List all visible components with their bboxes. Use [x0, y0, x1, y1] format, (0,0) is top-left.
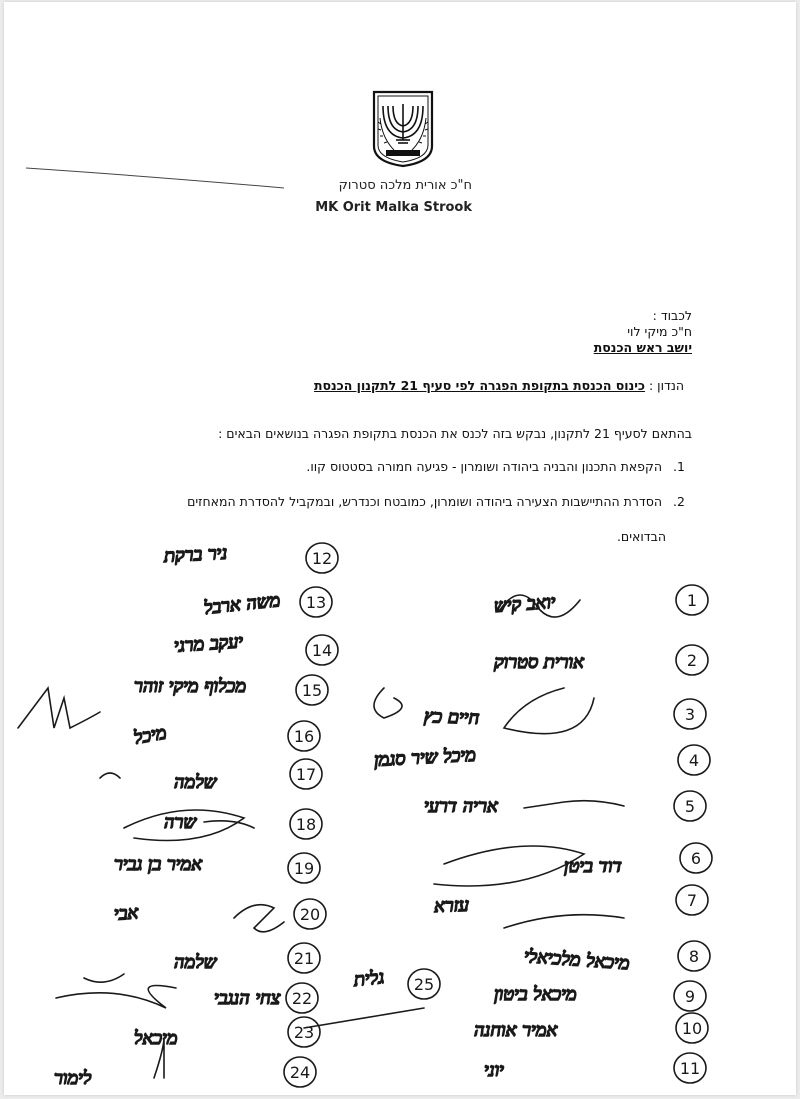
signature-number: [408, 969, 440, 999]
signature-number-label: 4: [688, 751, 700, 770]
signature-number: [674, 699, 706, 729]
list-item-text: הסדרת ההתיישבות הצעירה ביהודה ושומרון, כמובטח וכנדרש, ובמקביל להסדרת המאחזים: [187, 494, 663, 509]
signature-number: [676, 1013, 708, 1043]
signature-scribble: [56, 986, 176, 1009]
list-item-continuation: הבדואים.: [616, 529, 666, 544]
signature-name: שרה: [164, 812, 197, 833]
signature-name: מיכאל מלכיאלי: [523, 946, 631, 975]
signature-name: אבי: [113, 902, 139, 925]
signature-number-label: 17: [295, 765, 317, 784]
signature-number-label: 6: [690, 849, 702, 868]
signature-number-label: 20: [299, 905, 321, 924]
signature-number: [674, 791, 706, 821]
signature-number: [306, 635, 338, 665]
signature-number: [290, 759, 322, 789]
signature-name: מיכל שיר סגמן: [373, 744, 477, 771]
signature-name: שלמה: [174, 952, 217, 973]
signature-number-label: 5: [684, 797, 696, 816]
signature-number: [290, 809, 322, 839]
signature-number: [678, 745, 710, 775]
signature-number: [284, 1057, 316, 1087]
signature-scribble: [524, 801, 624, 808]
signature-scribble: [18, 688, 100, 728]
signature-name: שלמה: [174, 772, 217, 793]
signature-number-label: 19: [293, 859, 315, 878]
menorah-emblem-icon: [366, 88, 440, 168]
signature-name: מיכל: [132, 722, 169, 749]
signature-number-label: 25: [413, 975, 435, 994]
mk-name-hebrew: ח"כ אורית מלכה סטרוק: [338, 178, 472, 193]
signature-name: צחי הנגבי: [214, 988, 281, 1009]
signature-number-label: 16: [293, 727, 315, 746]
signature-numbers: [284, 543, 712, 1087]
addressee-name: ח"כ מיקי לוי: [627, 324, 692, 339]
decorative-line: [26, 166, 284, 192]
signature-number-label: 11: [679, 1059, 701, 1078]
signature-number-label: 8: [688, 947, 700, 966]
signature-scribble: [84, 974, 124, 982]
mk-name-english: MK Orit Malka Strook: [315, 200, 472, 215]
signature-number: [288, 1017, 320, 1047]
signature-scribble: [234, 905, 284, 932]
addressee-salutation: לכבוד :: [652, 308, 692, 323]
signature-number: [676, 585, 708, 615]
signature-name: יעקב מרגי: [173, 631, 244, 657]
handwritten-signatures: [18, 543, 630, 1089]
signature-number: [676, 645, 708, 675]
signature-name: ניר ברקת: [163, 542, 228, 567]
signature-name: אמיר בן גביר: [114, 854, 202, 875]
document-page: [4, 2, 796, 1095]
signature-name: אורית סטרוק: [494, 652, 584, 673]
signature-name: מיכאל ביטון: [494, 984, 577, 1005]
signature-number: [294, 899, 326, 929]
signature-number-label: 13: [305, 593, 327, 612]
signature-name: דוד ביטן: [564, 856, 622, 877]
signature-number: [286, 983, 318, 1013]
signature-number-label: 15: [301, 681, 323, 700]
signature-name: מיכאל: [134, 1028, 178, 1049]
signature-scribble: [304, 1008, 424, 1028]
signature-scribble: [374, 688, 402, 718]
addressee-title: יושב ראש הכנסת: [593, 340, 692, 355]
signature-number: [300, 587, 332, 617]
signature-name: עזרא: [433, 894, 470, 917]
signature-name: גלית: [352, 966, 386, 991]
signature-scribble: [504, 915, 624, 928]
signature-number-label: 18: [295, 815, 317, 834]
signature-scribble: [504, 688, 594, 734]
list-item-text: הקפאת התכנון והבניה ביהודה ושומרון - פגיעה חמורה בסטטוס קוו.: [306, 459, 663, 474]
subject-topic: כינוס הכנסת בתקופת הפגרה לפי סעיף 21 לתקנון הכנסת: [313, 378, 646, 393]
signature-number-label: 24: [289, 1063, 311, 1082]
signature-number: [306, 543, 338, 573]
signature-number: [674, 1053, 706, 1083]
signature-number-label: 10: [681, 1019, 703, 1038]
subject-label: הנדון :: [649, 378, 684, 393]
signature-number: [288, 721, 320, 751]
signature-number-label: 12: [311, 549, 333, 568]
signatures-block: [4, 538, 800, 1099]
signature-number-label: 21: [293, 949, 315, 968]
signature-scribble: [434, 846, 584, 886]
list-item-number: 1.: [673, 459, 685, 474]
signature-number-label: 2: [686, 651, 698, 670]
signature-scribble: [100, 773, 120, 778]
signature-name: יואב קיש: [493, 591, 557, 617]
subject-line: [314, 378, 684, 393]
signature-number: [680, 843, 712, 873]
signature-number-label: 14: [311, 641, 333, 660]
signature-name: אמיר אוחנה: [474, 1020, 558, 1041]
signature-number: [676, 885, 708, 915]
signature-number-label: 9: [684, 987, 696, 1006]
signature-number: [678, 941, 710, 971]
signature-name: אריה דרעי: [424, 796, 498, 817]
signature-name: לימור: [54, 1068, 92, 1089]
signature-number: [674, 981, 706, 1011]
body-intro: בהתאם לסעיף 21 לתקנון, נבקש בזה לכנס את הכנסת בתקופת הפגרה בנושאים הבאים :: [218, 426, 692, 441]
list-item: [92, 450, 692, 484]
list-item-number: 2.: [673, 494, 685, 509]
signature-number: [288, 853, 320, 883]
signature-number: [288, 943, 320, 973]
signature-number-label: 1: [686, 591, 698, 610]
signature-number-label: 22: [291, 989, 313, 1008]
signature-name: מכלוף מיקי זוהר: [134, 676, 247, 697]
signature-number: [296, 675, 328, 705]
signature-name: משה ארבל: [202, 590, 282, 619]
signature-name: יוני: [484, 1060, 504, 1081]
signature-number-label: 7: [686, 891, 698, 910]
signature-name: חיים כץ: [423, 706, 480, 729]
signature-number-label: 23: [293, 1023, 315, 1042]
list-item: [92, 485, 692, 519]
signature-number-label: 3: [684, 705, 696, 724]
